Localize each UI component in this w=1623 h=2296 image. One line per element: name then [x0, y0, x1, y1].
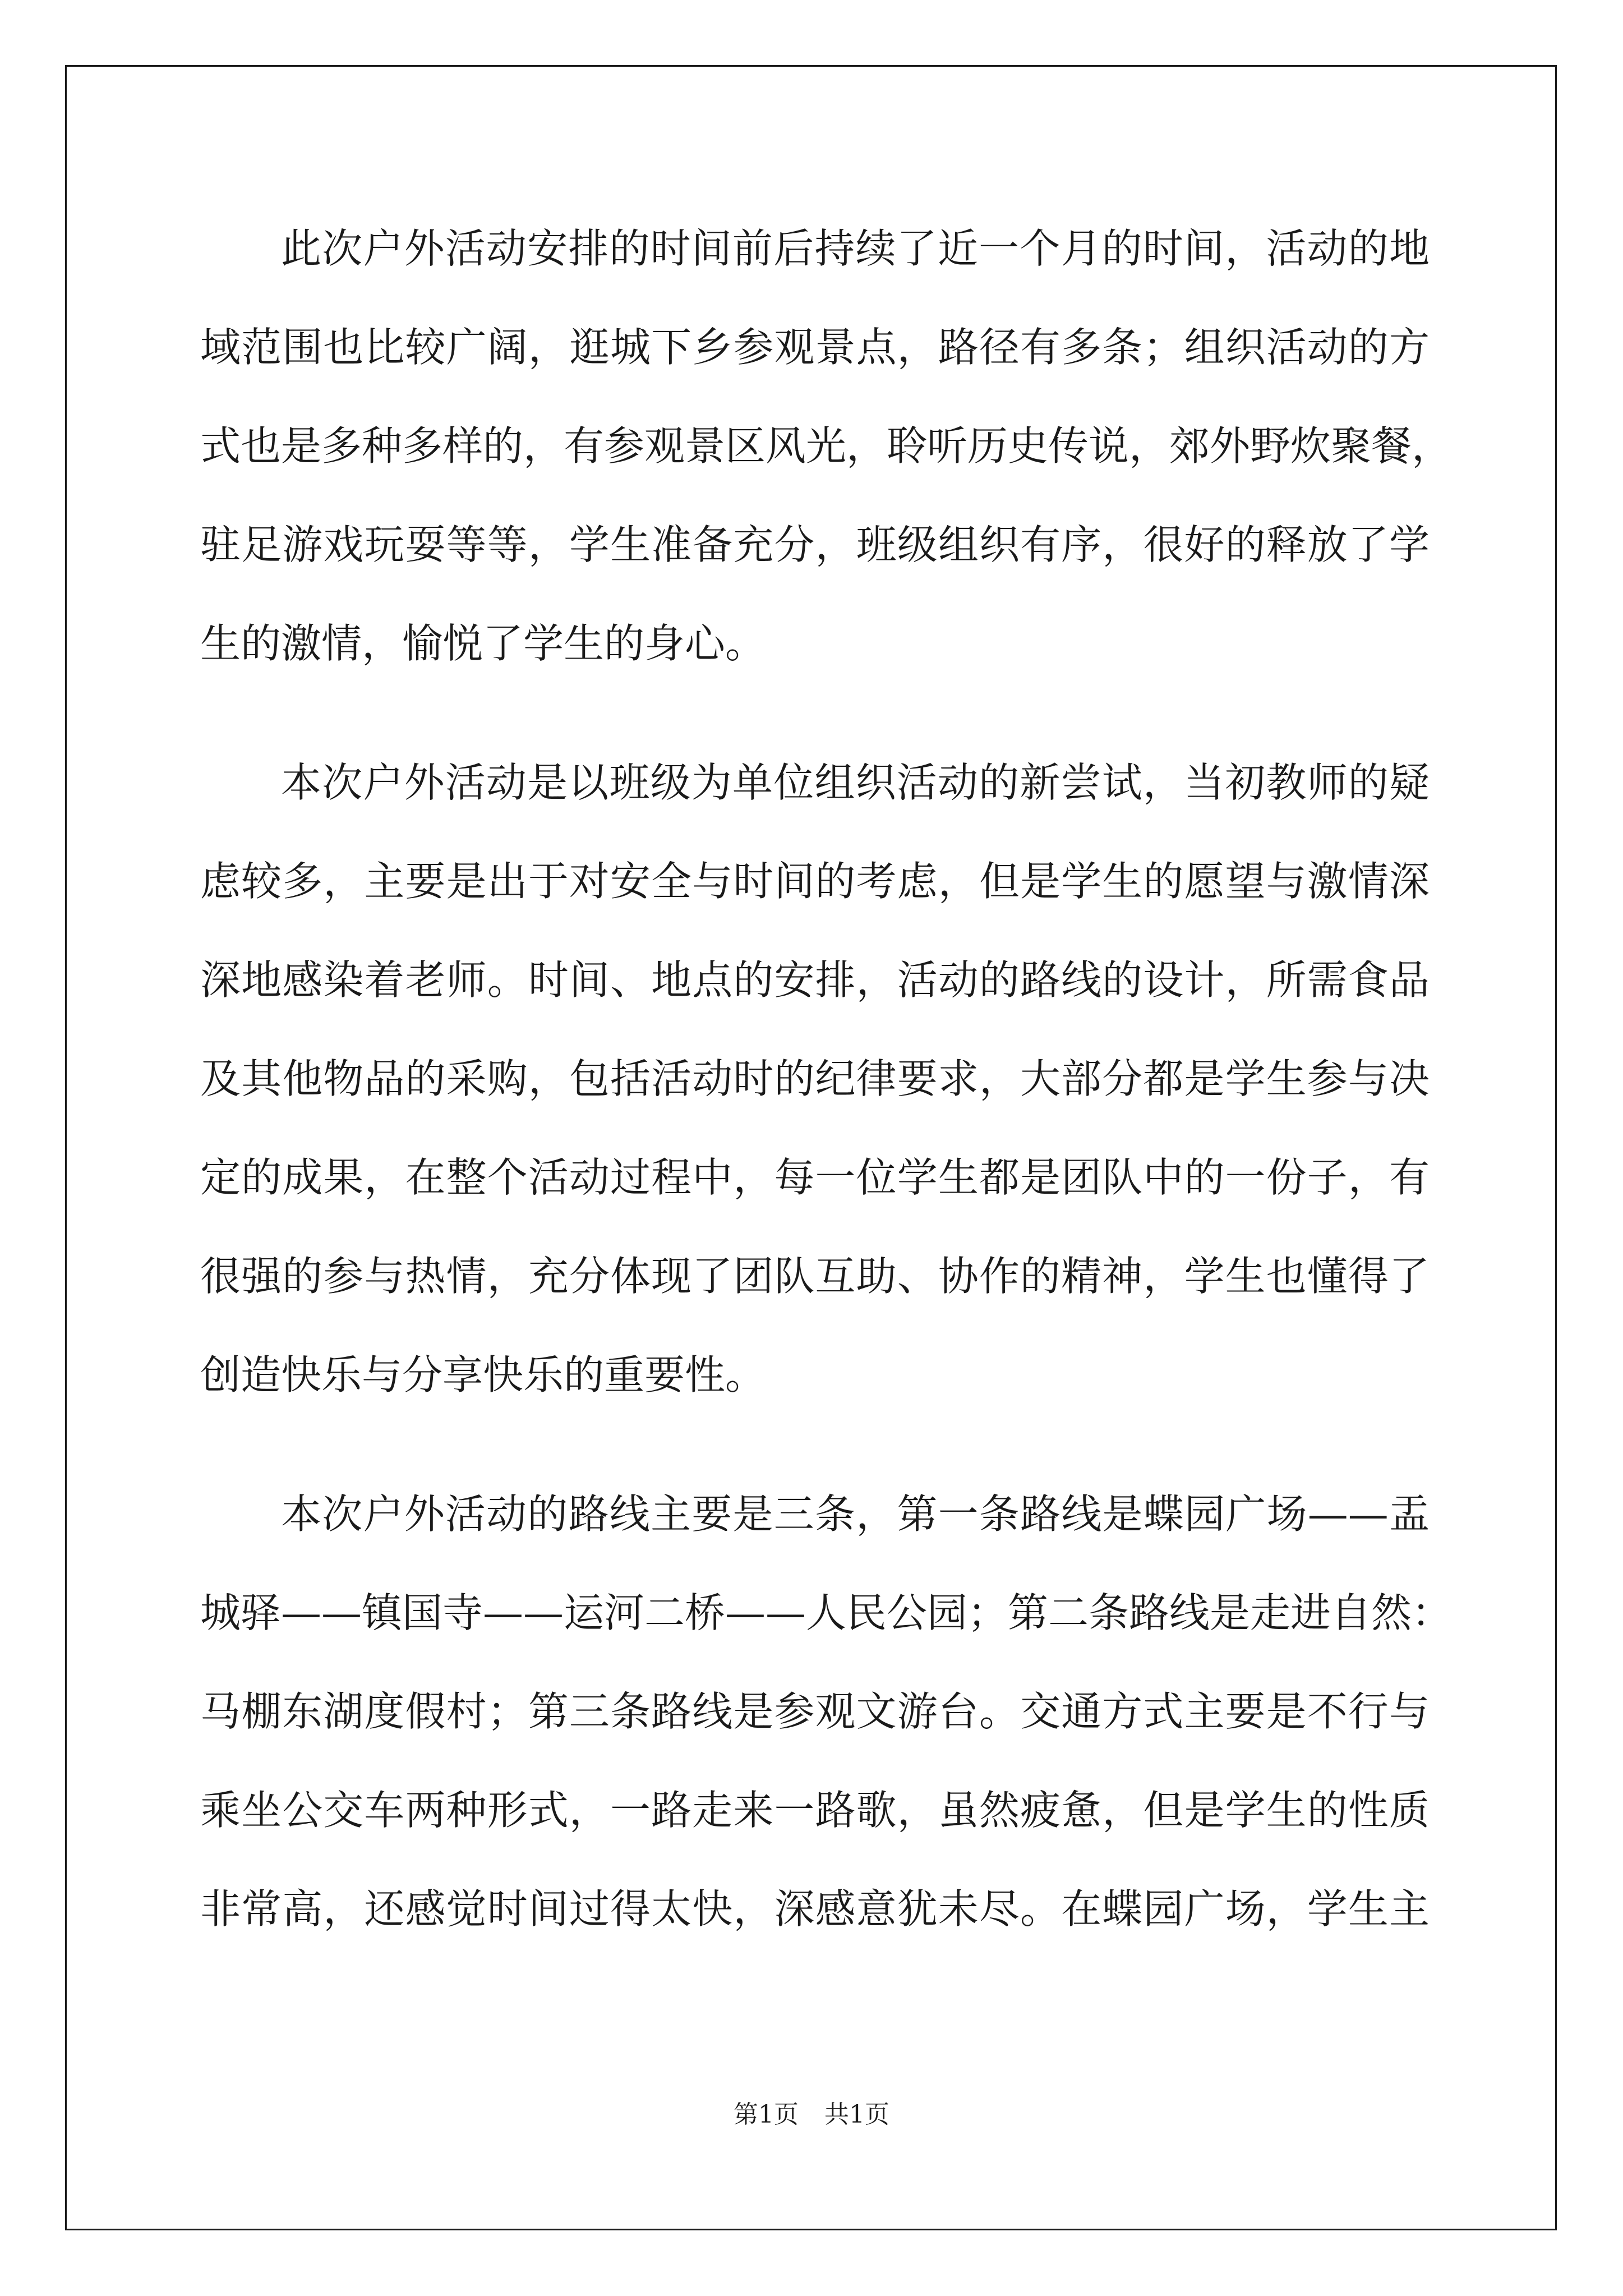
text-line: 本次户外活动的路线主要是三条，第一条路线是蝶园广场——盂: [281, 1490, 1430, 1538]
text-line: 深地感染着老师。时间、地点的安排，活动的路线的设计，所需食品: [200, 956, 1430, 1004]
text-line: 乘坐公交车两种形式，一路走来一路歌，虽然疲惫，但是学生的性质: [200, 1787, 1430, 1834]
text-line: 创造快乐与分享快乐的重要性。: [200, 1351, 766, 1398]
text-line: 本次户外活动是以班级为单位组织活动的新尝试，当初教师的疑: [281, 759, 1430, 806]
text-line: 驻足游戏玩耍等等，学生准备充分，班级组织有序，很好的释放了学: [200, 521, 1430, 568]
page-footer: [0, 2098, 1623, 2132]
text-line: 此次户外活动安排的时间前后持续了近一个月的时间，活动的地: [281, 225, 1430, 272]
text-line: 定的成果，在整个活动过程中，每一位学生都是团队中的一份子，有: [200, 1154, 1430, 1201]
page-total: 共1页: [824, 2100, 889, 2129]
text-line: 城驿——镇国寺——运河二桥——人民公园；第二条路线是走进自然：: [200, 1589, 1453, 1636]
text-line: 非常高，还感觉时间过得太快，深感意犹未尽。在蝶园广场，学生主: [200, 1885, 1430, 1932]
text-line: 生的激情，愉悦了学生的身心。: [200, 620, 766, 667]
text-line: 域范围也比较广阔，逛城下乡参观景点，路径有多条；组织活动的方: [200, 324, 1430, 371]
text-line: 马棚东湖度假村；第三条路线是参观文游台。交通方式主要是不行与: [200, 1688, 1430, 1735]
text-line: 式也是多种多样的，有参观景区风光，聆听历史传说，郊外野炊聚餐，: [200, 422, 1453, 470]
page-number: 第1页: [734, 2100, 799, 2129]
text-line: 虑较多，主要是出于对安全与时间的考虑，但是学生的愿望与激情深: [200, 858, 1430, 905]
text-line: 很强的参与热情，充分体现了团队互助、协作的精神，学生也懂得了: [200, 1253, 1430, 1300]
text-line: 及其他物品的采购，包括活动时的纪律要求，大部分都是学生参与决: [200, 1055, 1430, 1102]
